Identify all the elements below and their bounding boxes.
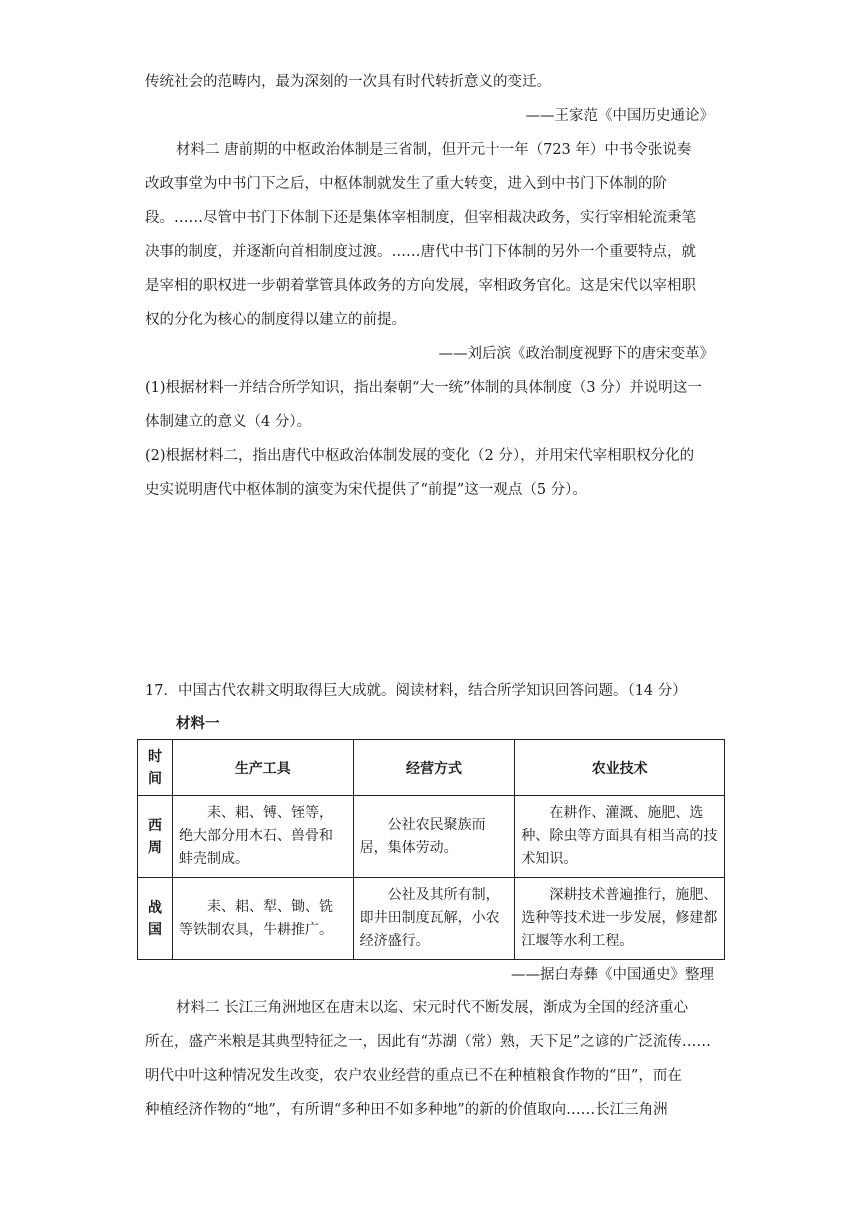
table-source: ——据白寿彝《中国通史》整理 — [511, 967, 714, 983]
table-row — [138, 796, 725, 878]
material-two-line: 材料二 长江三角洲地区在唐末以迄、宋元时代不断发展，渐成为全国的经济重心 — [176, 1000, 689, 1016]
material-one-label: 材料一 — [176, 715, 220, 732]
material-two-line: 明代中叶这种情况发生改变，农户农业经营的重点已不在种植粮食作物的“田”，而在 — [145, 1068, 682, 1084]
table-cell-tools: 耒、耜、犁、锄、铣等铁制农具，牛耕推广。 — [172, 878, 353, 960]
material-two-line: 改政事堂为中书门下之后，中枢体制就发生了重大转变，进入到中书门下体制的阶 — [145, 176, 667, 192]
material-two-line: 材料二 唐前期的中枢政治体制是三省制，但开元十一年（723 年）中书令张说奏 — [176, 142, 692, 158]
table-header-tech: 农业技术 — [515, 740, 725, 796]
question-1-line: 体制建立的意义（4 分）。 — [145, 414, 312, 430]
question-2-line: 史实说明唐代中枢体制的演变为宋代提供了“前提”这一观点（5 分）。 — [145, 482, 587, 498]
material-two-line: 权的分化为核心的制度得以建立的前提。 — [145, 312, 406, 328]
table-header-time: 时间 — [138, 740, 173, 796]
question-2-line: (2)根据材料二，指出唐代中枢政治体制发展的变化（2 分），并用宋代宰相职权分化的 — [145, 448, 695, 464]
table-cell-tools: 耒、耜、镈、铚等，绝大部分用木石、兽骨和蚌壳制成。 — [172, 796, 353, 878]
table-cell-time: 西周 — [138, 796, 173, 878]
material-two-line: 种植经济作物的“地”，有所谓“多种田不如多种地”的新的价值取向……长江三角洲 — [145, 1102, 668, 1118]
source-citation: ——王家范《中国历史通论》 — [525, 108, 714, 124]
table-cell-mode: 公社农民聚族而居，集体劳动。 — [353, 796, 515, 878]
question-1-line: (1)根据材料一并结合所学知识，指出秦朝“大一统”体制的具体制度（3 分）并说明这一 — [145, 380, 702, 396]
table-cell-tech: 在耕作、灌溉、施肥、选种、除虫等方面具有相当高的技术知识。 — [515, 796, 725, 878]
table-header-row — [138, 740, 725, 796]
material-two-line: 所在，盛产米粮是其典型特征之一，因此有“苏湖（常）熟，天下足”之谚的广泛流传…… — [145, 1034, 711, 1050]
table-row — [138, 878, 725, 960]
paragraph-line: 传统社会的范畴内，最为深刻的一次具有时代转折意义的变迁。 — [145, 74, 551, 90]
material-two-line: 段。……尽管中书门下体制下还是集体宰相制度，但宰相裁决政务，实行宰相轮流秉笔 — [145, 210, 696, 226]
table-cell-tech: 深耕技术普遍推行，施肥、选种等技术进一步发展，修建都江堰等水利工程。 — [515, 878, 725, 960]
table-cell-mode: 公社及其所有制，即井田制度瓦解，小农经济盛行。 — [353, 878, 515, 960]
material-two-line: 是宰相的职权进一步朝着掌管具体政务的方向发展，宰相政务官化。这是宋代以宰相职 — [145, 278, 696, 294]
table-cell-time: 战国 — [138, 878, 173, 960]
table-header-tools: 生产工具 — [172, 740, 353, 796]
source-citation: ——刘后滨《政治制度视野下的唐宋变革》 — [438, 346, 714, 362]
question-17-stem: 17．中国古代农耕文明取得巨大成就。阅读材料，结合所学知识回答问题。（14 分） — [145, 683, 687, 699]
agriculture-table — [137, 739, 725, 960]
table-header-mode: 经营方式 — [353, 740, 515, 796]
material-two-line: 决事的制度，并逐渐向首相制度过渡。……唐代中书门下体制的另外一个重要特点，就 — [145, 244, 696, 260]
